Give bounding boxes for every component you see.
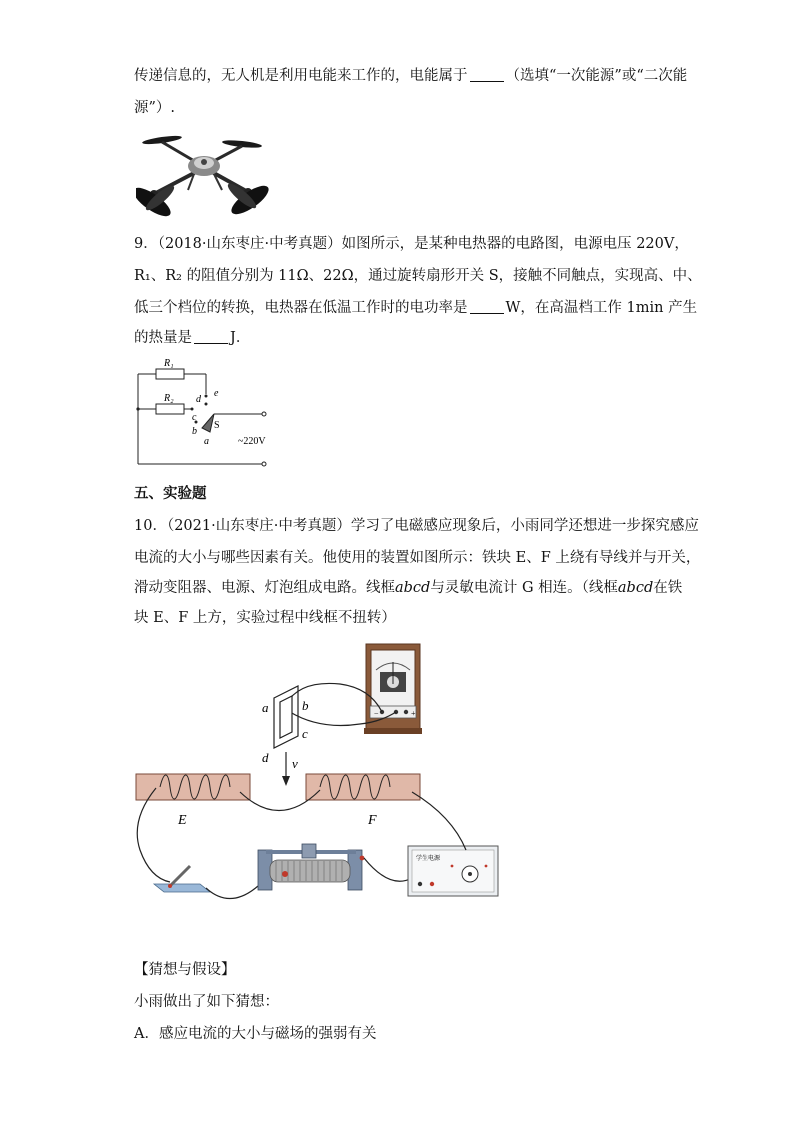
q10-line2: 电流的大小与哪些因素有关。他使用的装置如图所示：铁块 E、F 上绕有导线并与开关， — [134, 550, 701, 566]
guess-a: A．感应电流的大小与磁场的强弱有关 — [134, 1026, 377, 1042]
label-b: b — [192, 426, 197, 437]
power-supply-icon — [408, 846, 498, 896]
q9-line3: 低三个档位的转换，电热器在低温工作时的电功率是 W，在高温档工作 1min 产生 — [134, 300, 698, 316]
label-coil-c: c — [302, 726, 308, 741]
q10-line1: 10．（2021·山东枣庄·中考真题）学习了电磁感应现象后，小雨同学还想进一步探究感应 — [134, 518, 699, 534]
guess-intro: 小雨做出了如下猜想： — [134, 994, 279, 1010]
q9-line2: R₁、R₂ 的阻值分别为 11Ω、22Ω，通过旋转扇形开关 S，接触不同触点，实现高、中、 — [134, 268, 702, 284]
label-coil-d: d — [262, 750, 269, 765]
label-a: a — [204, 436, 209, 447]
q10-line3: 滑动变阻器、电源、灯泡组成电路。线框abcd与灵敏电流计 G 相连。（线框abcd在铁 — [134, 580, 683, 596]
power-supply-label: 学生电源 — [416, 856, 441, 862]
electromagnetic-induction-diagram — [130, 640, 510, 912]
label-c: c — [192, 412, 197, 423]
label-block-f: F — [368, 813, 377, 828]
section-title: 五、实验题 — [134, 486, 207, 502]
heater-circuit-diagram — [130, 356, 280, 472]
q10-line4: 块 E、F 上方，实验过程中线框不扭转） — [134, 610, 396, 626]
rheostat-icon — [258, 844, 364, 890]
label-s: S — [214, 420, 220, 431]
label-d: d — [196, 394, 201, 405]
label-coil-b: b — [302, 698, 309, 713]
q9-line4: 的热量是 J． — [134, 330, 251, 346]
label-voltage: ~220V — [238, 436, 266, 447]
meter-minus-label: − — [374, 709, 379, 718]
q8-line2: 源”）. — [134, 100, 176, 116]
q9-line1: 9．（2018·山东枣庄·中考真题）如图所示，是某种电热器的电路图，电源电压 220V， — [134, 236, 689, 252]
meter-plus-label: + — [411, 709, 416, 718]
answer-blank — [194, 329, 228, 344]
label-block-e: E — [178, 813, 187, 828]
label-r2: R₂ — [164, 393, 174, 404]
label-velocity: v — [292, 756, 298, 771]
label-r1: R₁ — [164, 358, 174, 369]
answer-blank — [470, 299, 504, 314]
q8-line1: 传递信息的，无人机是利用电能来工作的，电能属于 （选填“一次能源”或“二次能 — [134, 68, 688, 84]
drone-image — [136, 132, 270, 218]
label-e: e — [214, 388, 219, 399]
galvanometer-icon — [364, 644, 422, 734]
answer-blank — [470, 67, 504, 82]
guess-title: 【猜想与假设】 — [134, 962, 236, 978]
label-coil-a: a — [262, 700, 269, 715]
